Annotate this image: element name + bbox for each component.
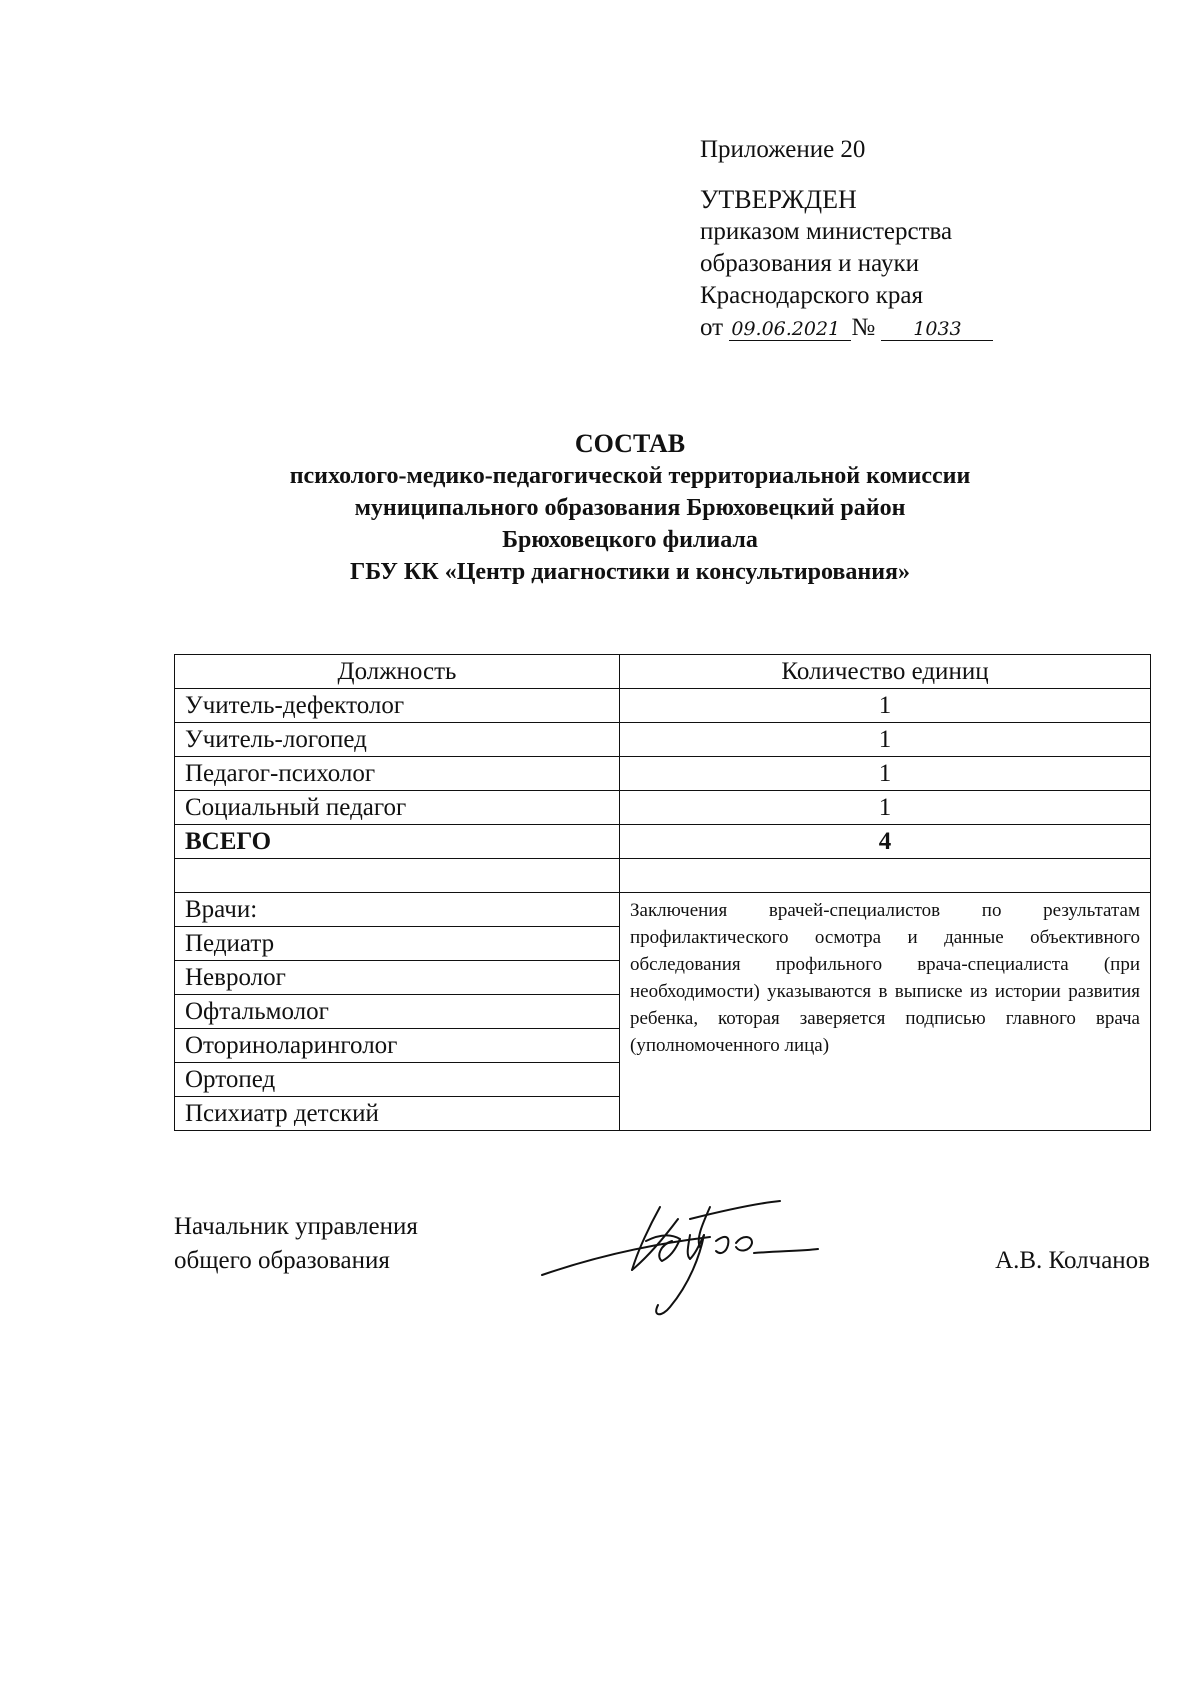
- order-date-line: [700, 312, 1120, 344]
- doctors-label: Врачи:: [175, 893, 620, 927]
- doctor-position: Ортопед: [175, 1063, 620, 1097]
- title-main: СОСТАВ: [574, 429, 686, 458]
- approved-label: УТВЕРЖДЕН: [700, 185, 857, 214]
- appendix-label: Приложение 20: [700, 136, 866, 163]
- staff-table: [174, 654, 1151, 1131]
- row-position: Педагог-психолог: [175, 757, 620, 791]
- empty-cell: [175, 859, 620, 893]
- table-row: [175, 689, 1151, 723]
- total-row: [175, 825, 1151, 859]
- row-position: Социальный педагог: [175, 791, 620, 825]
- doctors-label-row: [175, 893, 1151, 927]
- signer-position-line-1: Начальник управления: [174, 1213, 418, 1240]
- row-count: 1: [620, 757, 1151, 791]
- document-title: [170, 428, 1090, 588]
- doctor-position: Психиатр детский: [175, 1097, 620, 1131]
- table-header-row: [175, 655, 1151, 689]
- number-sign: №: [851, 314, 876, 341]
- empty-cell: [620, 859, 1151, 893]
- row-position: Учитель-дефектолог: [175, 689, 620, 723]
- doctor-position: Педиатр: [175, 927, 620, 961]
- table-row: [175, 723, 1151, 757]
- approval-line-2: образования и науки: [700, 250, 919, 277]
- total-label: ВСЕГО: [175, 825, 620, 859]
- row-count: 1: [620, 689, 1151, 723]
- doctor-position: Офтальмолог: [175, 995, 620, 1029]
- table-row: [175, 791, 1151, 825]
- doctor-position: Оториноларинголог: [175, 1029, 620, 1063]
- signer-name: А.В. Колчанов: [995, 1247, 1150, 1274]
- signature-image: [540, 1195, 820, 1325]
- table-row: [175, 757, 1151, 791]
- signer-position: [174, 1210, 418, 1278]
- row-count: 1: [620, 791, 1151, 825]
- total-count: 4: [620, 825, 1151, 859]
- title-line-4: ГБУ КК «Центр диагностики и консультирования»: [349, 559, 911, 585]
- order-number: 1033: [881, 318, 993, 341]
- approval-line-1: приказом министерства: [700, 218, 953, 245]
- header-count: Количество единиц: [620, 655, 1151, 689]
- title-line-2: муниципального образования Брюховецкий район: [354, 495, 906, 521]
- header-position: Должность: [175, 655, 620, 689]
- row-count: 1: [620, 723, 1151, 757]
- title-line-3: Брюховецкого филиала: [502, 527, 758, 553]
- empty-row: [175, 859, 1151, 893]
- approval-block: [700, 134, 1120, 344]
- order-date: 09.06.2021: [729, 318, 851, 341]
- doctors-note: Заключения врачей-специалистов по результатам профилактического осмотра и данные объективного обследования профильного врача-специалиста (при необходимости) указываются в выписке из истории развития ребенка, которая заверяется подписью главного врача (уполномоченного лица): [620, 893, 1151, 1131]
- date-prefix: от: [700, 314, 724, 341]
- row-position: Учитель-логопед: [175, 723, 620, 757]
- doctor-position: Невролог: [175, 961, 620, 995]
- title-line-1: психолого-медико-педагогической территориальной комиссии: [289, 463, 971, 489]
- approval-line-3: Краснодарского края: [700, 282, 923, 309]
- signer-position-line-2: общего образования: [174, 1247, 390, 1274]
